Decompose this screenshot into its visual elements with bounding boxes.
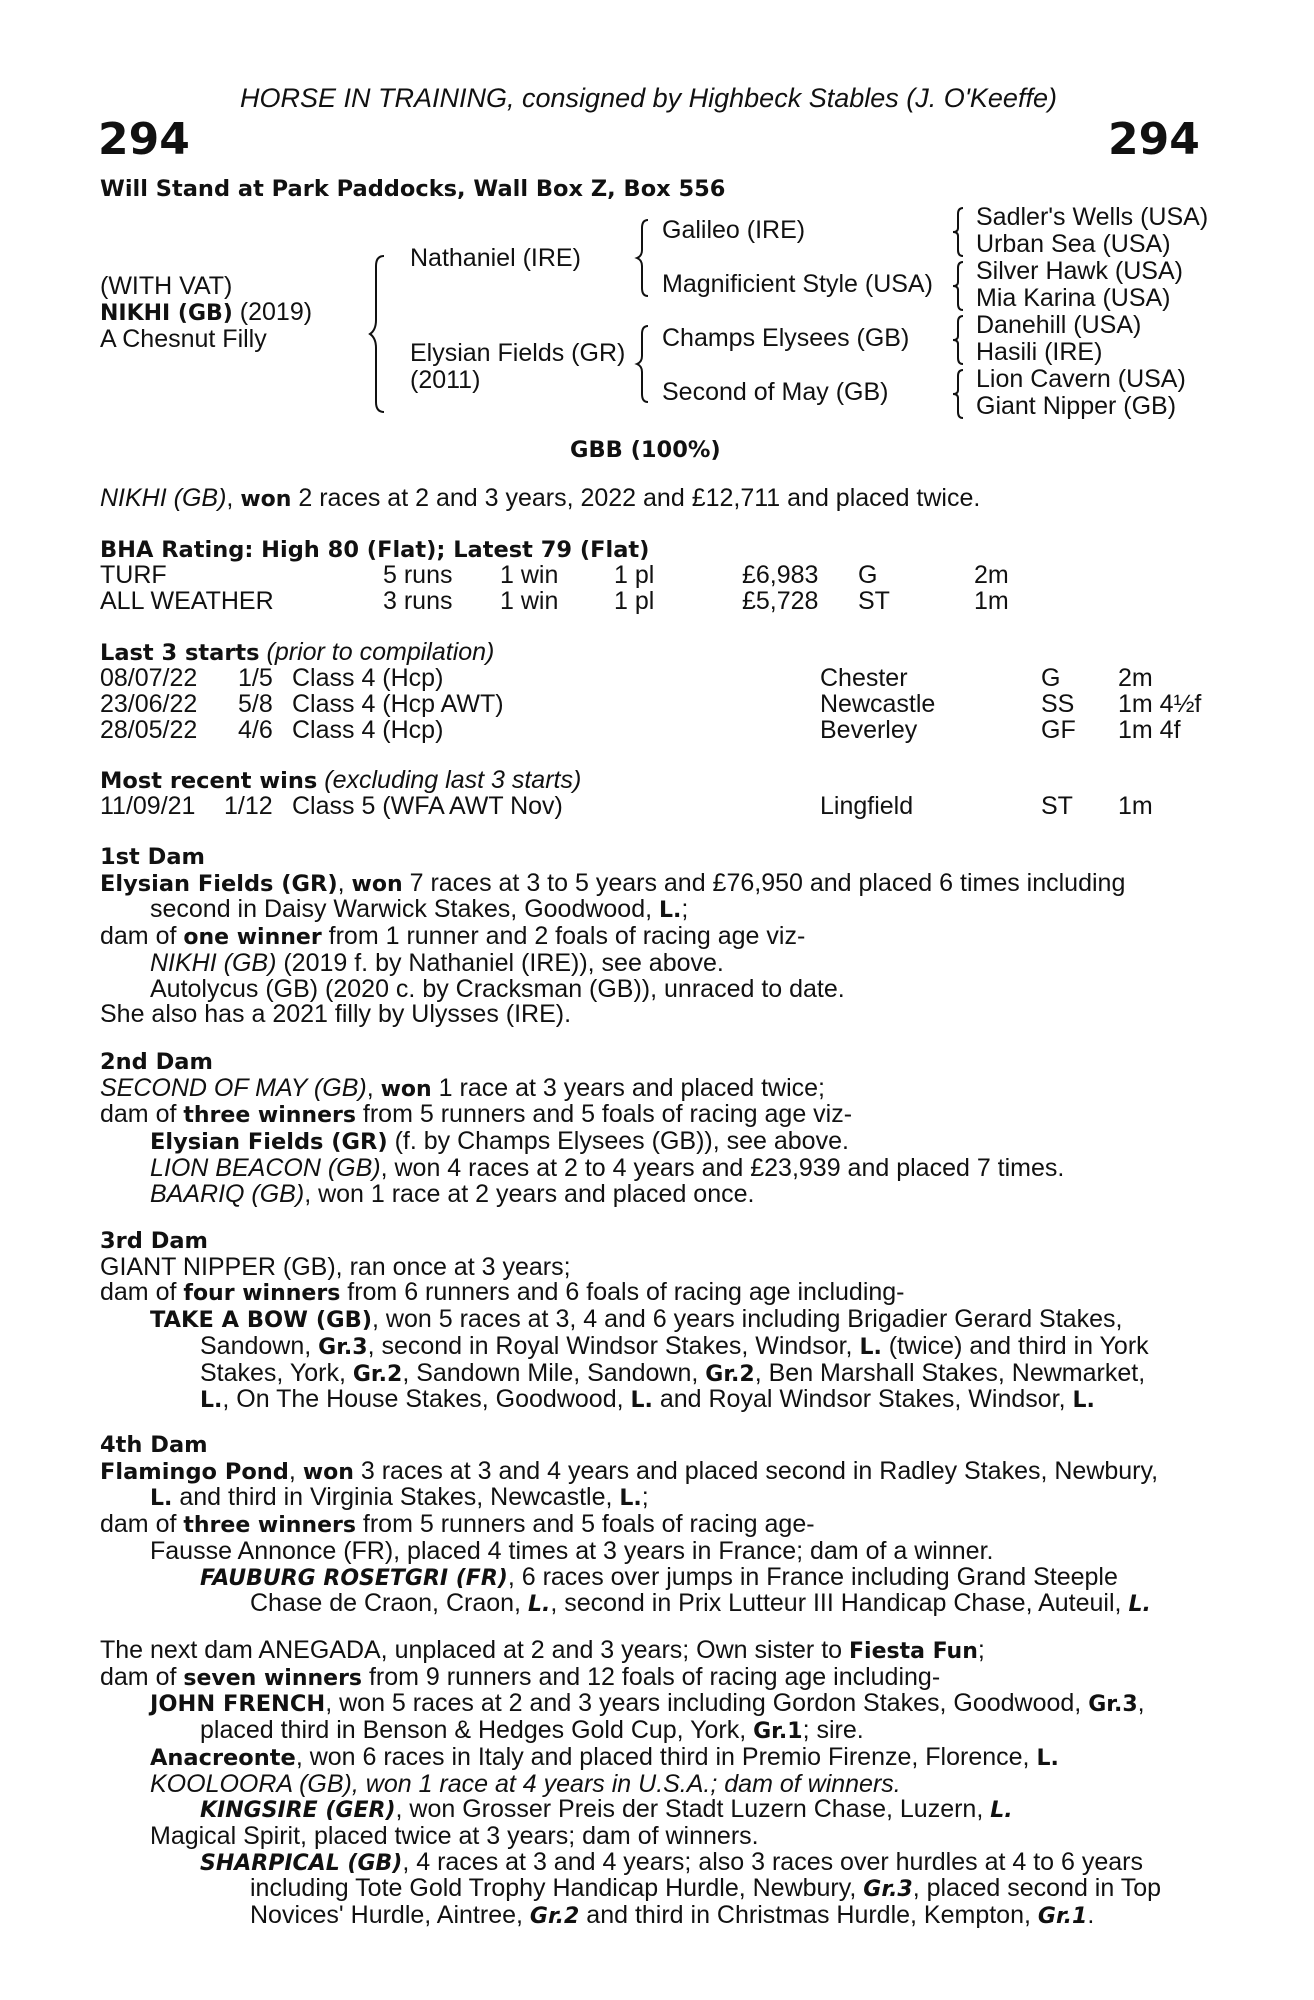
horse-description: A Chesnut Filly [100, 325, 267, 353]
ggp-3: Silver Hawk (USA) [976, 257, 1183, 285]
third-dam-section: 3rd Dam GIANT NIPPER (GB), ran once at 3 years; dam of four winners from 6 runners and 6 foals of racing age including- TAKE A BOW (GB), won 5 races at 3, 4 and 6 years including Brigadier Gerard Stakes, Sandown, Gr.3, second in Royal Windsor Stakes, Windsor, L. (twice) and third in York Stakes, York, Gr.2, Sandown Mile, Sandown, Gr.2, Ben Marshall Stakes, Newmarket, L., On The House Stakes, Goodwood, L. and Royal Windsor Stakes, Windsor, L. [100, 1228, 1149, 1414]
lot-number-right: 294 [1108, 114, 1200, 165]
last3-heading: Last 3 starts (prior to compilation) [100, 638, 495, 666]
lot-number-left: 294 [98, 114, 190, 165]
ggp-7: Lion Cavern (USA) [976, 365, 1186, 393]
race-summary: NIKHI (GB), won 2 races at 2 and 3 years, 2022 and £12,711 and placed twice. [100, 484, 981, 512]
second-dam-section: 2nd Dam SECOND OF MAY (GB), won 1 race at 3 years and placed twice; dam of three winners from 5 runners and 5 foals of racing age viz- Elysian Fields (GR) (f. by Champs Elysees (GB)), see above. LION BEACON (GB), won 4 races at 2 to 4 years and £23,939 and placed 7 times. BAARIQ (GB), won 1 race at 2 years and placed once. [100, 1049, 1065, 1208]
ggp-4: Mia Karina (USA) [976, 284, 1171, 312]
ggp-5: Danehill (USA) [976, 311, 1142, 339]
pedigree-bracket-sire [636, 218, 652, 298]
grandsire-paternal: Galileo (IRE) [662, 216, 806, 244]
grandsire-maternal: Champs Elysees (GB) [662, 324, 910, 352]
gbb-rating: GBB (100%) [570, 437, 721, 463]
pedigree-bracket-ggp4 [952, 368, 966, 420]
bha-rating-heading: BHA Rating: High 80 (Flat); Latest 79 (Flat) [100, 537, 650, 563]
ggp-6: Hasili (IRE) [976, 338, 1103, 366]
ggp-8: Giant Nipper (GB) [976, 392, 1177, 420]
pedigree-bracket-ggp2 [952, 260, 966, 312]
horse-name: NIKHI (GB) [100, 301, 233, 326]
pedigree-bracket-main [370, 254, 390, 414]
first-dam-section: 1st Dam Elysian Fields (GR), won 7 races at 3 to 5 years and £76,950 and placed 6 times including second in Daisy Warwick Stakes, Goodwood, L.; dam of one winner from 1 runner and 2 foals of racing age viz- NIKHI (GB) (2019 f. by Nathaniel (IRE)), see above. Autolycus (GB) (2020 c. by Cracksman (GB)), unraced to date. She also has a 2021 filly by Ulysses (IRE). [100, 844, 1126, 1029]
granddam-paternal: Magnificient Style (USA) [662, 270, 933, 298]
horse-title [100, 300, 312, 327]
sire-name: Nathaniel (IRE) [410, 244, 581, 272]
dam-year: (2011) [410, 366, 481, 394]
ggp-1: Sadler's Wells (USA) [976, 203, 1209, 231]
recent-wins-heading: Most recent wins (excluding last 3 starts) [100, 766, 582, 794]
dam-name: Elysian Fields (GR) [410, 339, 626, 367]
consignment-line: HORSE IN TRAINING, consigned by Highbeck Stables (J. O'Keeffe) [240, 83, 1057, 113]
fourth-dam-section: 4th Dam Flamingo Pond, won 3 races at 3 and 4 years and placed second in Radley Stakes, Newbury, L. and third in Virginia Stakes, Newcastle, L.; dam of three winners from 5 runners and 5 foals of racing age- Fausse Annonce (FR), placed 4 times at 3 years in France; dam of a winner. FAUBURG ROSETGRI (FR), 6 races over jumps in France including Grand Steeple Chase de Craon, Craon, L., second in Prix Lutteur III Handicap Chase, Auteuil, L. [100, 1432, 1159, 1618]
pedigree-bracket-dam [636, 324, 652, 404]
pedigree-bracket-ggp1 [952, 206, 966, 258]
ggp-2: Urban Sea (USA) [976, 230, 1171, 258]
vat-note: (WITH VAT) [100, 272, 233, 300]
stand-location: Will Stand at Park Paddocks, Wall Box Z, Box 556 [100, 176, 726, 202]
pedigree-bracket-ggp3 [952, 314, 966, 366]
horse-year: (2019) [232, 298, 313, 326]
granddam-maternal: Second of May (GB) [662, 378, 889, 406]
next-dam-section: The next dam ANEGADA, unplaced at 2 and 3 years; Own sister to Fiesta Fun; dam of seven winners from 9 runners and 12 foals of racing age including- JOHN FRENCH, won 5 races at 2 and 3 years including Gordon Stakes, Goodwood, Gr.3, placed third in Benson & Hedges Gold Cup, York, Gr.1; sire. Anacreonte, won 6 races in Italy and placed third in Premio Firenze, Florence, L. KOOLOORA (GB), won 1 race at 4 years in U.S.A.; dam of winners. KINGSIRE (GER), won Grosser Preis der Stadt Luzern Chase, Luzern, L. Magical Spirit, placed twice at 3 years; dam of winners. SHARPICAL (GB), 4 races at 3 and 4 years; also 3 races over hurdles at 4 to 6 years including Tote Gold Trophy Handicap Hurdle, Newbury, Gr.3, placed second in Top Novices' Hurdle, Aintree, Gr.2 and third in Christmas Hurdle, Kempton, Gr.1. [100, 1636, 1162, 1930]
